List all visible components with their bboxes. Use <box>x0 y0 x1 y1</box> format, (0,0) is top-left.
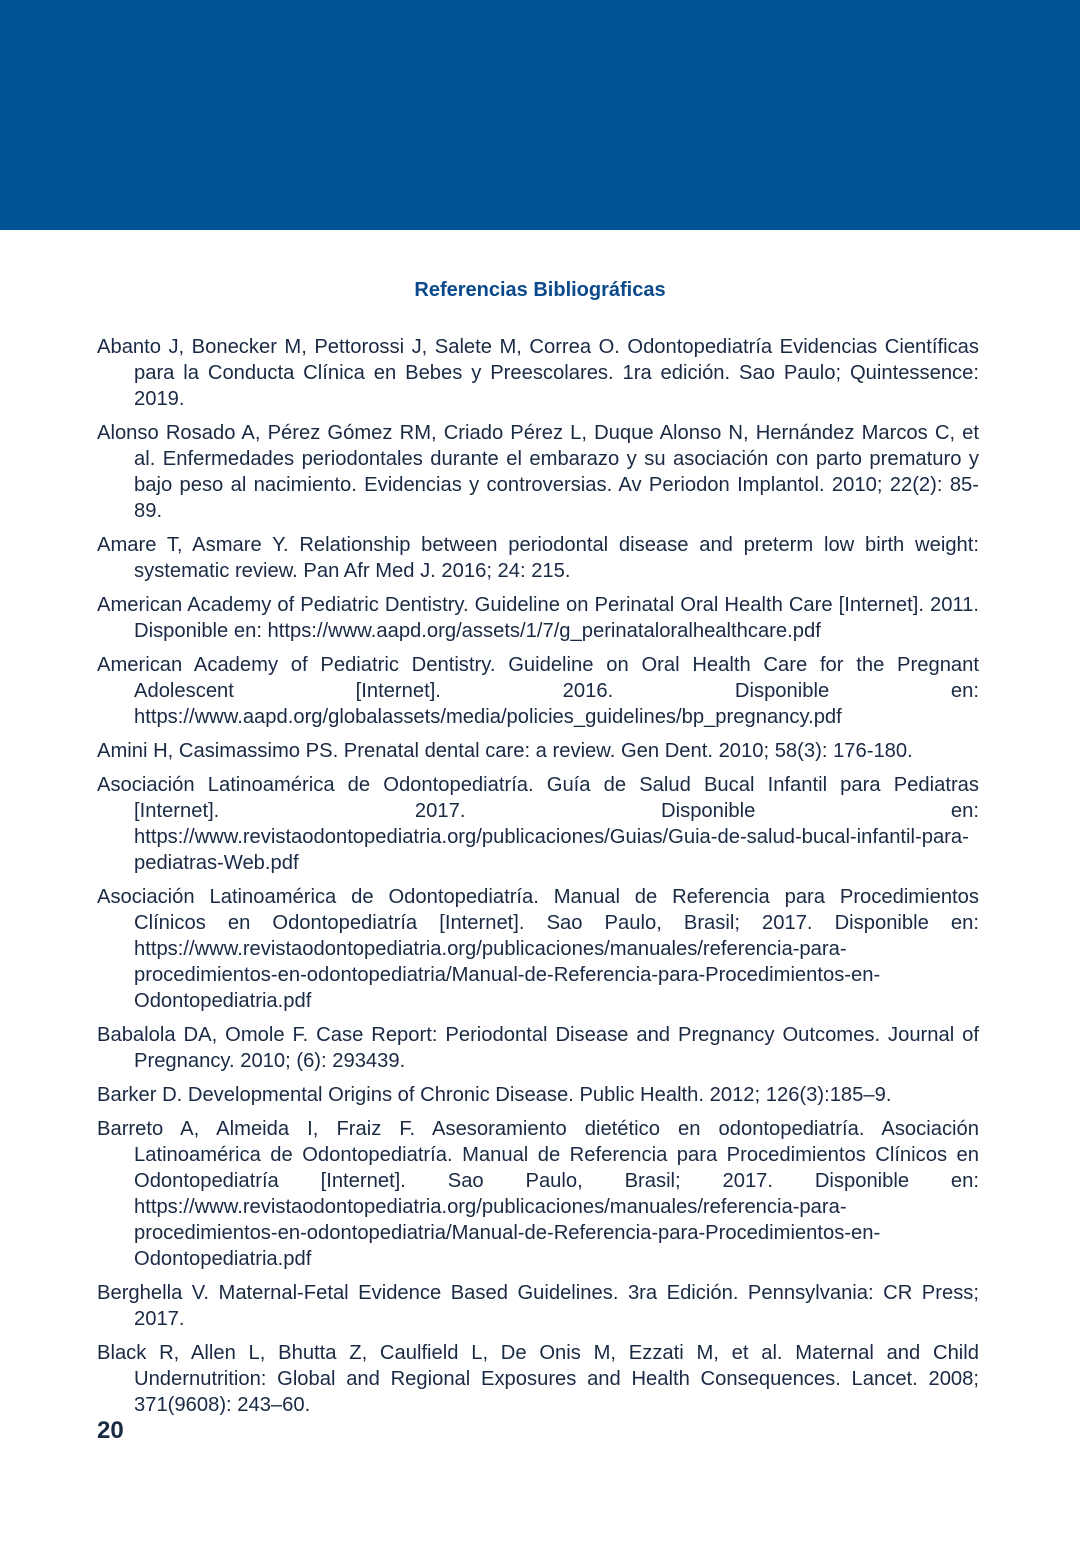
reference-item: Babalola DA, Omole F. Case Report: Periodontal Disease and Pregnancy Outcomes. Journal of Pregnancy. 2010; (6): 293439. <box>97 1024 979 1072</box>
reference-item: Amini H, Casimassimo PS. Prenatal dental care: a review. Gen Dent. 2010; 58(3): 176-180. <box>97 740 913 762</box>
reference-item: Amare T, Asmare Y. Relationship between periodontal disease and preterm low birth weight: systematic review. Pan Afr Med J. 2016; 24: 215. <box>97 534 979 582</box>
reference-item: American Academy of Pediatric Dentistry. Guideline on Perinatal Oral Health Care [Internet]. 2011. Disponible en: https://www.aapd.org/assets/1/7/g_perinataloralhealthcare.pdf <box>97 594 979 642</box>
reference-item: Alonso Rosado A, Pérez Gómez RM, Criado Pérez L, Duque Alonso N, Hernández Marcos C, et al. Enfermedades periodontales durante el embarazo y su asociación con parto prematuro y bajo peso al nacimiento. Evidencias y controversias. Av Periodon Implantol. 2010; 22(2): 85-89. <box>97 422 979 522</box>
reference-list <box>97 334 979 1426</box>
reference-item: Asociación Latinoamérica de Odontopediatría. Guía de Salud Bucal Infantil para Pediatras [Internet]. 2017. Disponible en: https://www.revistaodontopediatria.org/publicaciones/Guias/Guia-de-salud-bucal-infantil-para-pediatras-Web.pdf <box>97 774 979 874</box>
reference-item: Barreto A, Almeida I, Fraiz F. Asesoramiento dietético en odontopediatría. Asociación Latinoamérica de Odontopediatría. Manual de Referencia para Procedimientos Clínicos en Odontopediatría [Internet]. Sao Paulo, Brasil; 2017. Disponible en: https://www.revistaodontopediatria.org/publicaciones/manuales/referencia-para-procedimientos-en-odontopediatria/Manual-de-Referencia-para-Procedimientos-en-Odontopediatria.pdf <box>97 1118 979 1270</box>
reference-item: Asociación Latinoamérica de Odontopediatría. Manual de Referencia para Procedimientos Clínicos en Odontopediatría [Internet]. Sao Paulo, Brasil; 2017. Disponible en: https://www.revistaodontopediatria.org/publicaciones/manuales/referencia-para-procedimientos-en-odontopediatria/Manual-de-Referencia-para-Procedimientos-en-Odontopediatria.pdf <box>97 886 979 1012</box>
page-number: 20 <box>97 1417 124 1444</box>
reference-item: Barker D. Developmental Origins of Chronic Disease. Public Health. 2012; 126(3):185–9. <box>97 1084 892 1106</box>
header-band <box>0 0 1080 230</box>
section-title: Referencias Bibliográficas <box>414 279 666 301</box>
reference-item: Black R, Allen L, Bhutta Z, Caulfield L, De Onis M, Ezzati M, et al. Maternal and Child Undernutrition: Global and Regional Exposures and Health Consequences. Lancet. 2008; 371(9608): 243–60. <box>97 1342 979 1416</box>
reference-item: Berghella V. Maternal-Fetal Evidence Based Guidelines. 3ra Edición. Pennsylvania: CR Press; 2017. <box>97 1282 979 1330</box>
reference-item: American Academy of Pediatric Dentistry. Guideline on Oral Health Care for the Pregnant Adolescent [Internet]. 2016. Disponible en: https://www.aapd.org/globalassets/media/policies_guidelines/bp_pregnancy.pdf <box>97 654 979 728</box>
reference-item: Abanto J, Bonecker M, Pettorossi J, Salete M, Correa O. Odontopediatría Evidencias Científicas para la Conducta Clínica en Bebes y Preescolares. 1ra edición. Sao Paulo; Quintessence: 2019. <box>97 336 979 410</box>
